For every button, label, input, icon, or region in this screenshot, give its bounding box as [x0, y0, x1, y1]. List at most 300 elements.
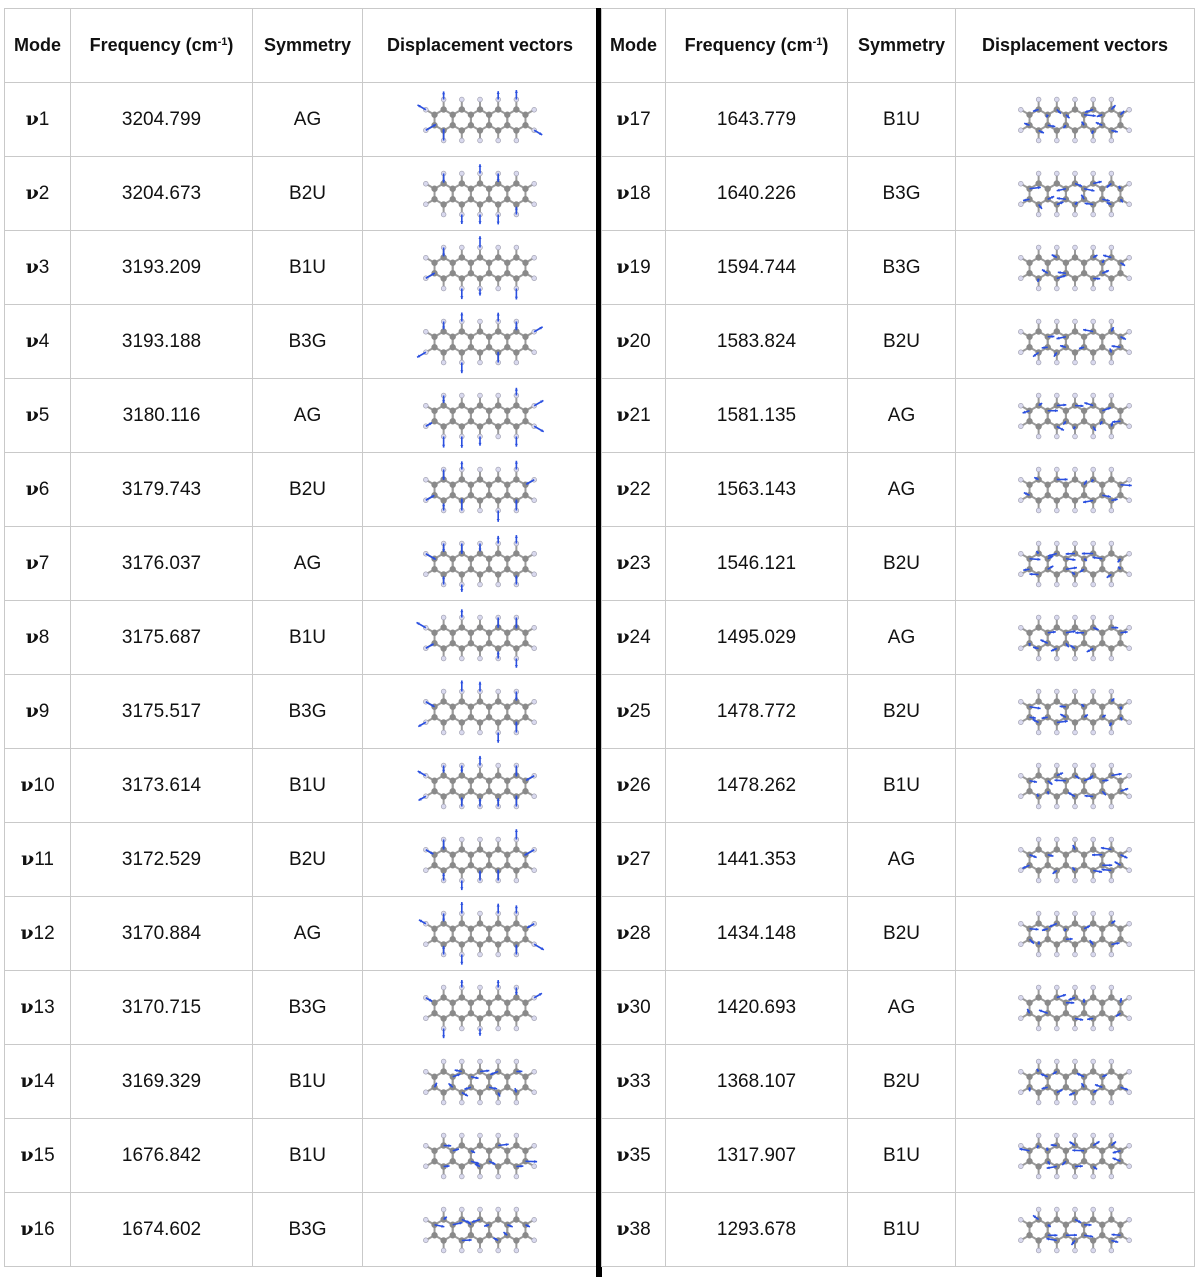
hydrogen-atom: [1127, 995, 1132, 1000]
hydrogen-atom: [514, 1207, 519, 1212]
carbon-atom: [468, 862, 474, 868]
hydrogen-atom: [496, 1248, 501, 1253]
carbon-atom: [1054, 846, 1060, 852]
hydrogen-atom: [1073, 1100, 1078, 1105]
carbon-atom: [1026, 481, 1032, 487]
carbon-atom: [431, 185, 437, 191]
carbon-atom: [1063, 788, 1069, 794]
carbon-atom: [1072, 920, 1078, 926]
hydrogen-atom: [441, 689, 446, 694]
molecule-diagram: [981, 454, 1169, 526]
carbon-atom: [1117, 714, 1123, 720]
carbon-atom: [1108, 793, 1114, 799]
carbon-atom: [504, 862, 510, 868]
displacement-arrow-head: [460, 296, 463, 299]
mode-cell: [5, 1193, 71, 1267]
carbon-atom: [1117, 1073, 1123, 1079]
hydrogen-atom: [478, 1207, 483, 1212]
carbon-atom: [504, 1158, 510, 1164]
hydrogen-atom: [496, 1059, 501, 1064]
carbon-atom: [1081, 1010, 1087, 1016]
hydrogen-atom: [1018, 847, 1023, 852]
carbon-atom: [1054, 497, 1060, 503]
hydrogen-atom: [1054, 582, 1059, 587]
displacement-vectors-cell: [956, 305, 1195, 379]
hydrogen-atom: [1018, 1015, 1023, 1020]
carbon-atom: [477, 497, 483, 503]
displacement-vectors-cell: [363, 453, 598, 527]
hydrogen-atom: [1073, 1174, 1078, 1179]
mode-row: [5, 749, 598, 823]
hydrogen-atom: [1109, 286, 1114, 291]
carbon-atom: [513, 254, 519, 260]
hydrogen-atom: [478, 138, 483, 143]
displacement-arrow-head: [515, 387, 518, 390]
hydrogen-atom: [1127, 941, 1132, 946]
carbon-atom: [522, 703, 528, 709]
hydrogen-atom: [514, 171, 519, 176]
carbon-atom: [504, 185, 510, 191]
carbon-atom: [1072, 254, 1078, 260]
carbon-atom: [1117, 270, 1123, 276]
carbon-atom: [486, 1147, 492, 1153]
carbon-atom: [459, 719, 465, 725]
symmetry-cell: AG: [253, 897, 363, 971]
carbon-atom: [1035, 476, 1041, 482]
mode-cell: [602, 1193, 666, 1267]
carbon-atom: [440, 349, 446, 355]
carbon-atom: [504, 788, 510, 794]
hydrogen-atom: [441, 804, 446, 809]
hydrogen-atom: [514, 1059, 519, 1064]
hydrogen-atom: [1091, 878, 1096, 883]
displacement-vectors-cell: [363, 231, 598, 305]
symmetry-cell: B1U: [253, 231, 363, 305]
header-frequency-close: ): [227, 35, 234, 55]
mode-cell: [5, 453, 71, 527]
hydrogen-atom: [1127, 275, 1132, 280]
carbon-atom: [1081, 333, 1087, 339]
mode-cell: [602, 897, 666, 971]
hydrogen-atom: [1091, 1026, 1096, 1031]
hydrogen-atom: [1073, 319, 1078, 324]
hydrogen-atom: [1109, 656, 1114, 661]
carbon-atom: [1026, 999, 1032, 1005]
displacement-arrow-head: [460, 589, 463, 592]
carbon-atom: [468, 777, 474, 783]
hydrogen-atom: [459, 171, 464, 176]
hydrogen-atom: [478, 730, 483, 735]
hydrogen-atom: [1127, 349, 1132, 354]
hydrogen-atom: [1036, 138, 1041, 143]
frequency-cell: 1546.121: [666, 527, 848, 601]
hydrogen-atom: [1091, 1207, 1096, 1212]
carbon-atom: [486, 270, 492, 276]
hydrogen-atom: [1073, 97, 1078, 102]
hydrogen-atom: [1109, 1059, 1114, 1064]
carbon-atom: [504, 1073, 510, 1079]
hydrogen-atom: [1109, 689, 1114, 694]
hydrogen-atom: [1091, 393, 1096, 398]
mode-number: 5: [38, 405, 50, 426]
carbon-atom: [1063, 492, 1069, 498]
carbon-atom: [1072, 476, 1078, 482]
carbon-atom: [450, 492, 456, 498]
displacement-arrow-head: [497, 519, 500, 522]
hydrogen-atom: [1091, 319, 1096, 324]
mode-nu-symbol: ν: [616, 404, 630, 426]
hydrogen-atom: [1036, 360, 1041, 365]
carbon-atom: [1072, 349, 1078, 355]
mode-nu-symbol: ν: [25, 626, 39, 648]
hydrogen-atom: [1091, 286, 1096, 291]
carbon-atom: [468, 259, 474, 265]
frequency-cell: 3170.715: [71, 971, 253, 1045]
mode-nu-symbol: ν: [25, 700, 39, 722]
carbon-atom: [431, 714, 437, 720]
mode-cell: [602, 83, 666, 157]
carbon-atom: [468, 936, 474, 942]
hydrogen-atom: [423, 1143, 428, 1148]
hydrogen-atom: [1018, 255, 1023, 260]
displacement-vectors-cell: [363, 971, 598, 1045]
carbon-atom: [1063, 481, 1069, 487]
frequency-cell: 3180.116: [71, 379, 253, 453]
mode-row: [5, 1119, 598, 1193]
carbon-atom: [431, 1073, 437, 1079]
carbon-atom: [477, 920, 483, 926]
carbon-atom: [1090, 1068, 1096, 1074]
hydrogen-atom: [496, 582, 501, 587]
carbon-atom: [495, 698, 501, 704]
displacement-arrow-head: [1102, 868, 1105, 871]
hydrogen-atom: [478, 656, 483, 661]
carbon-atom: [486, 122, 492, 128]
hydrogen-atom: [478, 508, 483, 513]
molecule-diagram: [386, 972, 574, 1044]
modes-table-left: [4, 8, 598, 1267]
hydrogen-atom: [1036, 1026, 1041, 1031]
carbon-atom: [450, 788, 456, 794]
carbon-atom: [495, 846, 501, 852]
hydrogen-atom: [1036, 467, 1041, 472]
hydrogen-atom: [532, 551, 537, 556]
carbon-atom: [468, 925, 474, 931]
carbon-atom: [450, 714, 456, 720]
carbon-atom: [1090, 920, 1096, 926]
displacement-vectors-cell: [363, 527, 598, 601]
carbon-atom: [513, 920, 519, 926]
hydrogen-atom: [1127, 423, 1132, 428]
symmetry-cell: B1U: [848, 1119, 956, 1193]
carbon-atom: [1054, 645, 1060, 651]
hydrogen-atom: [1091, 1059, 1096, 1064]
carbon-atom: [486, 566, 492, 572]
carbon-atom: [1117, 777, 1123, 783]
hydrogen-atom: [1127, 921, 1132, 926]
displacement-vectors-cell: [363, 83, 598, 157]
symmetry-cell: B2U: [253, 453, 363, 527]
mode-cell: [602, 231, 666, 305]
hydrogen-atom: [1127, 551, 1132, 556]
displacement-arrow-head: [1055, 1233, 1058, 1236]
carbon-atom: [522, 1073, 528, 1079]
carbon-atom: [450, 555, 456, 561]
carbon-atom: [495, 920, 501, 926]
mode-nu-symbol: ν: [616, 1070, 630, 1092]
hydrogen-atom: [1109, 911, 1114, 916]
symmetry-cell: AG: [253, 83, 363, 157]
carbon-atom: [450, 122, 456, 128]
carbon-atom: [450, 999, 456, 1005]
carbon-atom: [1081, 936, 1087, 942]
hydrogen-atom: [1109, 615, 1114, 620]
carbon-atom: [495, 275, 501, 281]
carbon-atom: [450, 418, 456, 424]
mode-cell: [602, 749, 666, 823]
carbon-atom: [1035, 1089, 1041, 1095]
hydrogen-atom: [1054, 467, 1059, 472]
mode-nu-symbol: ν: [616, 552, 630, 574]
frequency-cell: 3173.614: [71, 749, 253, 823]
hydrogen-atom: [1127, 571, 1132, 576]
frequency-cell: 3169.329: [71, 1045, 253, 1119]
hydrogen-atom: [478, 467, 483, 472]
carbon-atom: [486, 1158, 492, 1164]
carbon-atom: [1035, 772, 1041, 778]
hydrogen-atom: [441, 1248, 446, 1253]
carbon-atom: [1045, 111, 1051, 117]
hydrogen-atom: [1127, 1217, 1132, 1222]
carbon-atom: [459, 698, 465, 704]
molecule-diagram: [386, 84, 574, 156]
frequency-cell: 1594.744: [666, 231, 848, 305]
hydrogen-atom: [532, 793, 537, 798]
symmetry-cell: AG: [848, 601, 956, 675]
carbon-atom: [504, 999, 510, 1005]
mode-number: 8: [38, 627, 50, 648]
hydrogen-atom: [1054, 171, 1059, 176]
hydrogen-atom: [1109, 804, 1114, 809]
hydrogen-atom: [1054, 615, 1059, 620]
hydrogen-atom: [532, 201, 537, 206]
displacement-arrow-head: [515, 664, 518, 667]
carbon-atom: [450, 1232, 456, 1238]
frequency-cell: 1495.029: [666, 601, 848, 675]
hydrogen-atom: [1036, 911, 1041, 916]
hydrogen-atom: [1018, 181, 1023, 186]
carbon-atom: [1035, 254, 1041, 260]
hydrogen-atom: [496, 467, 501, 472]
carbon-atom: [1026, 418, 1032, 424]
frequency-cell: 1441.353: [666, 823, 848, 897]
displacement-arrow-head: [515, 905, 518, 908]
displacement-arrow-head: [478, 236, 481, 239]
mode-number: 11: [34, 849, 54, 870]
hydrogen-atom: [1036, 952, 1041, 957]
displacement-arrow-head: [515, 460, 518, 463]
displacement-arrow-head: [478, 292, 481, 295]
carbon-atom: [486, 714, 492, 720]
carbon-atom: [468, 714, 474, 720]
mode-row: [5, 231, 598, 305]
carbon-atom: [459, 423, 465, 429]
carbon-atom: [1099, 703, 1105, 709]
carbon-atom: [1081, 1158, 1087, 1164]
mode-row: [5, 305, 598, 379]
displacement-arrow-head: [497, 980, 500, 983]
mode-number: 23: [629, 553, 651, 574]
carbon-atom: [522, 259, 528, 265]
displacement-arrow-head: [1066, 552, 1069, 555]
mode-cell: [602, 527, 666, 601]
hydrogen-atom: [496, 1133, 501, 1138]
hydrogen-atom: [1036, 689, 1041, 694]
mode-row: [602, 157, 1195, 231]
carbon-atom: [1063, 851, 1069, 857]
hydrogen-atom: [1018, 329, 1023, 334]
carbon-atom: [522, 122, 528, 128]
carbon-atom: [513, 476, 519, 482]
carbon-atom: [431, 418, 437, 424]
mode-nu-symbol: ν: [616, 1144, 630, 1166]
displacement-arrow-head: [1072, 1148, 1075, 1151]
carbon-atom: [1099, 629, 1105, 635]
hydrogen-atom: [514, 138, 519, 143]
hydrogen-atom: [532, 255, 537, 260]
mode-number: 33: [629, 1071, 651, 1092]
carbon-atom: [468, 999, 474, 1005]
mode-row: [602, 1045, 1195, 1119]
hydrogen-atom: [1109, 1026, 1114, 1031]
carbon-atom: [1035, 624, 1041, 630]
carbon-atom: [477, 994, 483, 1000]
hydrogen-atom: [1036, 245, 1041, 250]
mode-row: [602, 823, 1195, 897]
carbon-atom: [431, 629, 437, 635]
displacement-vectors-cell: [956, 897, 1195, 971]
carbon-atom: [495, 106, 501, 112]
mode-cell: [5, 157, 71, 231]
hydrogen-atom: [1073, 689, 1078, 694]
carbon-atom: [504, 851, 510, 857]
carbon-atom: [1045, 936, 1051, 942]
displacement-vectors-cell: [956, 1045, 1195, 1119]
carbon-atom: [477, 1015, 483, 1021]
mode-cell: [5, 231, 71, 305]
mode-number: 6: [38, 479, 50, 500]
carbon-atom: [522, 566, 528, 572]
hydrogen-atom: [1036, 582, 1041, 587]
displacement-vectors-cell: [956, 231, 1195, 305]
header-displacement-vectors: Displacement vectors: [956, 9, 1195, 83]
hydrogen-atom: [1073, 730, 1078, 735]
carbon-atom: [450, 481, 456, 487]
mode-row: [5, 971, 598, 1045]
hydrogen-atom: [1109, 730, 1114, 735]
hydrogen-atom: [1073, 615, 1078, 620]
hydrogen-atom: [1018, 551, 1023, 556]
carbon-atom: [1026, 1232, 1032, 1238]
mode-cell: [602, 1119, 666, 1193]
symmetry-cell: B2U: [848, 527, 956, 601]
carbon-atom: [1054, 571, 1060, 577]
hydrogen-atom: [1109, 985, 1114, 990]
mode-cell: [5, 1119, 71, 1193]
mode-nu-symbol: ν: [616, 774, 630, 796]
carbon-atom: [1054, 254, 1060, 260]
carbon-atom: [1063, 925, 1069, 931]
hydrogen-atom: [478, 837, 483, 842]
hydrogen-atom: [459, 1133, 464, 1138]
hydrogen-atom: [532, 349, 537, 354]
displacement-vectors-cell: [363, 1193, 598, 1267]
carbon-atom: [468, 481, 474, 487]
hydrogen-atom: [1073, 467, 1078, 472]
header-frequency: [666, 9, 848, 83]
hydrogen-atom: [1054, 1059, 1059, 1064]
carbon-atom: [1072, 719, 1078, 725]
hydrogen-atom: [1109, 467, 1114, 472]
carbon-atom: [504, 407, 510, 413]
carbon-atom: [1090, 994, 1096, 1000]
mode-row: [602, 601, 1195, 675]
hydrogen-atom: [1054, 393, 1059, 398]
hydrogen-atom: [1054, 97, 1059, 102]
displacement-arrow-head: [442, 1035, 445, 1038]
hydrogen-atom: [1036, 1248, 1041, 1253]
carbon-atom: [522, 936, 528, 942]
carbon-atom: [1035, 846, 1041, 852]
carbon-atom: [1099, 566, 1105, 572]
hydrogen-atom: [459, 730, 464, 735]
molecule-diagram: [386, 380, 574, 452]
displacement-arrow-head: [478, 681, 481, 684]
carbon-atom: [468, 851, 474, 857]
mode-nu-symbol: ν: [20, 1070, 34, 1092]
carbon-atom: [1026, 333, 1032, 339]
hydrogen-atom: [1109, 582, 1114, 587]
hydrogen-atom: [532, 181, 537, 186]
displacement-arrow-head: [515, 535, 518, 538]
hydrogen-atom: [478, 615, 483, 620]
carbon-atom: [1045, 703, 1051, 709]
carbon-atom: [468, 185, 474, 191]
carbon-atom: [495, 254, 501, 260]
header-displacement-vectors: Displacement vectors: [363, 9, 598, 83]
carbon-atom: [440, 275, 446, 281]
mode-number: 35: [629, 1145, 651, 1166]
displacement-arrow-head: [1036, 927, 1039, 930]
mode-nu-symbol: ν: [25, 552, 39, 574]
hydrogen-atom: [532, 699, 537, 704]
displacement-vectors-cell: [956, 1193, 1195, 1267]
hydrogen-atom: [1018, 107, 1023, 112]
hydrogen-atom: [1091, 952, 1096, 957]
carbon-atom: [495, 994, 501, 1000]
hydrogen-atom: [1109, 393, 1114, 398]
displacement-arrow-head: [460, 902, 463, 905]
mode-row: [602, 305, 1195, 379]
mode-nu-symbol: ν: [20, 996, 34, 1018]
header-frequency-exponent: -1: [812, 36, 823, 48]
carbon-atom: [468, 270, 474, 276]
frequency-cell: 3193.188: [71, 305, 253, 379]
displacement-arrow-head: [1109, 863, 1112, 866]
header-frequency: [71, 9, 253, 83]
hydrogen-atom: [1109, 541, 1114, 546]
displacement-arrow-head: [520, 1164, 523, 1167]
